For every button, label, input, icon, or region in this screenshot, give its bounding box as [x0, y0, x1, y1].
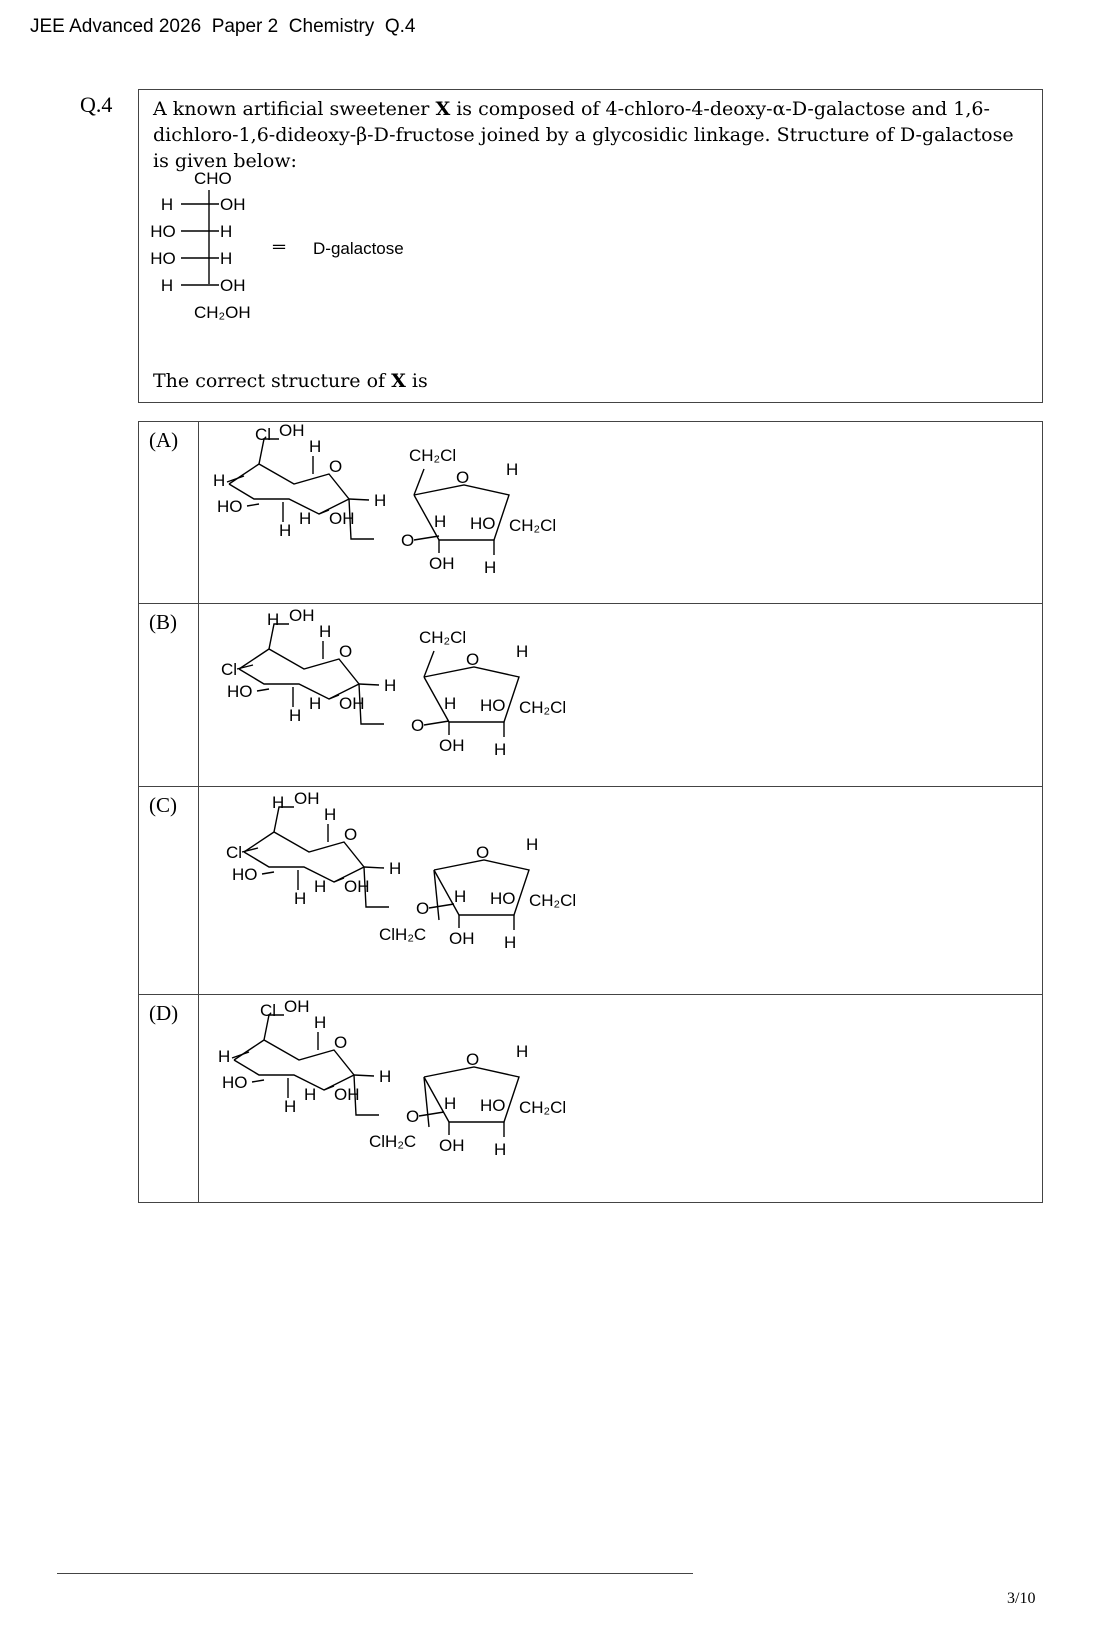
bond	[354, 1075, 374, 1076]
atom-label: H	[516, 1042, 529, 1061]
bond	[419, 1112, 444, 1116]
atom-label: H	[304, 1085, 317, 1104]
bond	[257, 689, 269, 691]
atom-label: ClH₂C	[379, 925, 427, 944]
atom-label: CH₂Cl	[519, 698, 567, 717]
svg-text:H: H	[160, 276, 174, 295]
atom-label: H	[506, 460, 519, 479]
atom-label: H	[444, 1094, 457, 1113]
atom-label: Cl	[221, 660, 238, 679]
bond	[414, 469, 424, 495]
atom-label: H	[299, 509, 312, 528]
option-c-structure	[199, 787, 1041, 993]
atom-label: H	[374, 491, 387, 510]
atom-label: H	[324, 805, 337, 824]
fischer-top: CHO	[194, 169, 232, 188]
atom-label: H	[319, 622, 332, 641]
svg-text:OH: OH	[220, 195, 246, 214]
svg-text:HO: HO	[150, 249, 176, 268]
bond	[429, 904, 454, 908]
question-text: A known artificial sweetener X is composed of 4-chloro-4-deoxy-α-D-galactose and 1,6-dichloro-1,6-dideoxy-β-D-fructose joined by a glycosidic linkage. Structure of D-galactose is given below:	[153, 98, 1014, 172]
atom-label: H	[284, 1097, 297, 1116]
question-number: Q.4	[80, 92, 113, 117]
option-a[interactable]	[139, 422, 1042, 604]
atom-label: HO	[480, 1096, 506, 1115]
option-b[interactable]	[139, 604, 1042, 787]
atom-label: H	[309, 437, 322, 456]
page-number: 3/10	[1007, 1590, 1036, 1607]
bond	[424, 721, 449, 725]
svg-text:H: H	[220, 222, 233, 241]
svg-text:H: H	[220, 249, 233, 268]
atom-label: Cl	[226, 843, 243, 862]
ring-oxygen: O	[466, 1050, 480, 1069]
atom-label: H	[289, 706, 302, 725]
atom-label: H	[484, 558, 497, 577]
bond	[227, 476, 244, 482]
svg-text:HO: HO	[150, 222, 176, 241]
page-header: JEE Advanced 2026 Paper 2 Chemistry Q.4	[30, 16, 416, 37]
atom-label: OH	[439, 1136, 465, 1155]
atom-label: Cl	[260, 1001, 277, 1020]
glycosidic-oxygen: O	[406, 1107, 420, 1126]
bond	[252, 1080, 264, 1082]
atom-label: H	[504, 933, 517, 952]
atom-label: Cl	[255, 425, 272, 444]
ring-oxygen: O	[466, 650, 480, 669]
atom-label: OH	[334, 1085, 360, 1104]
question-prompt: The correct structure of X is	[153, 370, 428, 392]
svg-text:OH: OH	[220, 276, 246, 295]
atom-label: H	[516, 642, 529, 661]
atom-label: H	[294, 889, 307, 908]
option-d[interactable]	[139, 995, 1042, 1202]
atom-label: H	[444, 694, 457, 713]
galactose-name: D-galactose	[313, 239, 404, 258]
atom-label: OH	[429, 554, 455, 573]
bond	[319, 510, 329, 514]
atom-label: H	[379, 1067, 392, 1086]
atom-label: OH	[344, 877, 370, 896]
atom-label: HO	[222, 1073, 248, 1092]
bond	[324, 1086, 334, 1090]
option-a-structure	[199, 422, 1041, 602]
atom-label: CH₂Cl	[419, 628, 467, 647]
atom-label: HO	[217, 497, 243, 516]
atom-label: CH₂Cl	[509, 516, 557, 535]
bond	[232, 1052, 249, 1058]
question-box	[138, 89, 1043, 403]
atom-label: H	[314, 1013, 327, 1032]
atom-label: OH	[279, 422, 305, 440]
atom-label: CH₂Cl	[409, 446, 457, 465]
galactose-fischer-projection	[139, 160, 639, 340]
glycosidic-oxygen: O	[411, 716, 425, 735]
atom-label: HO	[232, 865, 258, 884]
atom-label: H	[494, 740, 507, 759]
footer-rule	[57, 1573, 693, 1574]
option-b-structure	[199, 604, 1041, 785]
atom-label: H	[434, 512, 447, 531]
bond	[334, 878, 344, 882]
atom-label: H	[272, 793, 285, 812]
atom-label: ClH₂C	[369, 1132, 417, 1151]
ring-oxygen: O	[334, 1033, 348, 1052]
option-c-label: (C)	[149, 793, 177, 817]
atom-label: H	[267, 610, 280, 629]
glycosidic-oxygen: O	[401, 531, 415, 550]
atom-label: OH	[339, 694, 365, 713]
atom-label: CH₂Cl	[529, 891, 577, 910]
atom-label: OH	[284, 997, 310, 1016]
svg-text:H: H	[160, 195, 174, 214]
atom-label: H	[384, 676, 397, 695]
atom-label: H	[309, 694, 322, 713]
option-d-structure	[199, 995, 1041, 1200]
atom-label: OH	[449, 929, 475, 948]
bond	[364, 867, 384, 868]
bond	[247, 504, 259, 506]
equals-sign: ═	[273, 237, 286, 256]
atom-label: HO	[470, 514, 496, 533]
option-c[interactable]	[139, 787, 1042, 995]
ring-oxygen: O	[329, 457, 343, 476]
atom-label: CH₂Cl	[519, 1098, 567, 1117]
bond	[262, 872, 274, 874]
atom-label: H	[218, 1047, 231, 1066]
ring-oxygen: O	[344, 825, 358, 844]
ring-oxygen: O	[339, 642, 353, 661]
atom-label: OH	[289, 606, 315, 625]
bond	[414, 536, 439, 540]
option-a-label: (A)	[149, 428, 179, 452]
options-table	[138, 421, 1043, 1203]
option-b-label: (B)	[149, 610, 177, 634]
atom-label: H	[494, 1140, 507, 1159]
ring-oxygen: O	[456, 468, 470, 487]
atom-label: H	[454, 887, 467, 906]
bond	[329, 695, 339, 699]
bond	[359, 684, 379, 685]
atom-label: OH	[294, 789, 320, 808]
atom-label: HO	[480, 696, 506, 715]
bond	[349, 499, 369, 500]
atom-label: HO	[490, 889, 516, 908]
atom-label: OH	[439, 736, 465, 755]
ring-oxygen: O	[476, 843, 490, 862]
atom-label: HO	[227, 682, 253, 701]
bond	[424, 651, 434, 677]
atom-label: OH	[329, 509, 355, 528]
atom-label: H	[213, 471, 226, 490]
atom-label: H	[314, 877, 327, 896]
atom-label: H	[526, 835, 539, 854]
atom-label: H	[389, 859, 402, 878]
fischer-bottom: CH₂OH	[194, 303, 251, 322]
glycosidic-oxygen: O	[416, 899, 430, 918]
option-d-label: (D)	[149, 1001, 179, 1025]
atom-label: H	[279, 521, 292, 540]
